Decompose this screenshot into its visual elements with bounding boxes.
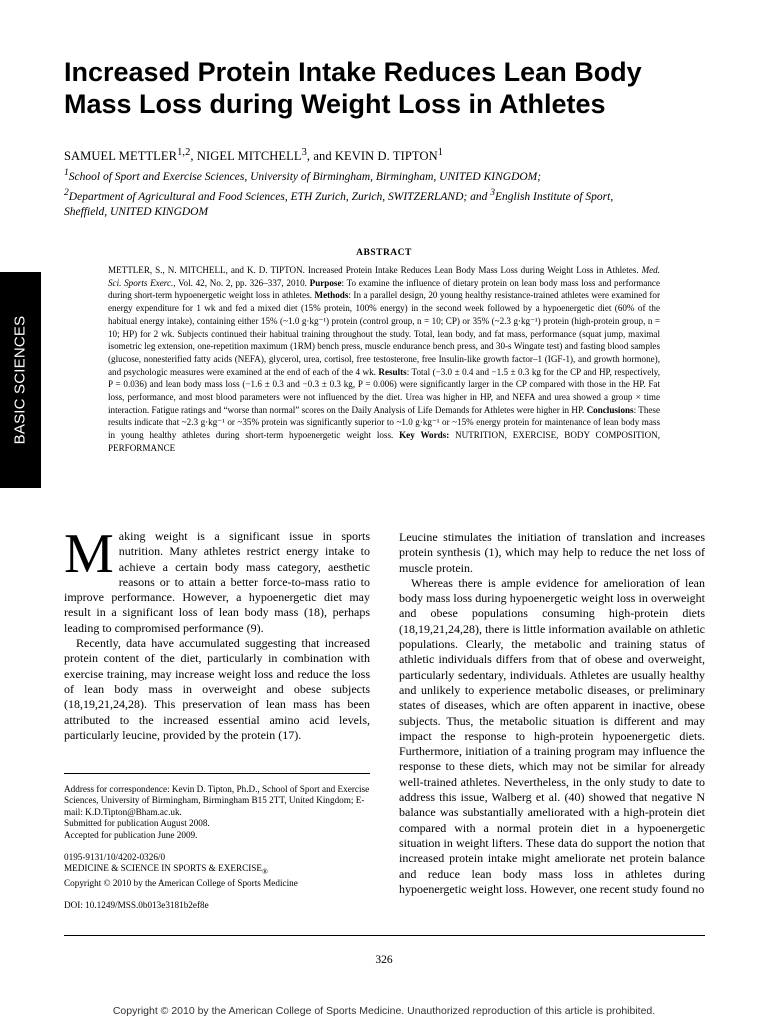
drop-cap: M (64, 523, 114, 585)
author-2: , NIGEL MITCHELL (190, 149, 302, 164)
author-1: SAMUEL METTLER (64, 149, 178, 164)
submitted-date: Submitted for publication August 2008. (64, 818, 210, 829)
author-3: , and KEVIN D. TIPTON (306, 149, 438, 164)
copyright-line: Copyright © 2010 by the American College of Sports Medicine (64, 877, 298, 888)
purpose-label: Purpose (309, 277, 342, 288)
paragraph: Recently, data have accumulated suggesting that increased protein content of the diet, particularly in combination with exercise training, may increase weight loss and reduce the loss of lean body mass in overweight and obese subjects (18,19,21,24,28). This preservation of lean mass has been attributed to the increased essential amino acid levels, particularly leucine, provided by the protein (17). (64, 636, 370, 742)
journal-line: MEDICINE & SCIENCE IN SPORTS & $EXERCISE_®$ (64, 863, 268, 877)
author-3-affil: 1 (437, 147, 444, 158)
section-sidebar (0, 272, 41, 488)
issn: 0195-9131/10/4202-0326/0 (64, 852, 166, 863)
abstract-heading: ABSTRACT (356, 248, 412, 258)
section-label: BASIC SCIENCES (11, 315, 29, 445)
keywords: NUTRITION, EXERCISE, BODY COMPOSITION, PERFORMANCE (108, 430, 660, 453)
affiliation-line-2: $^2$Department of Agricultural and Food Sciences, ETH Zurich, Zurich, SWITZERLAND; and $^3$English Institute of Sport, (64, 186, 614, 203)
accepted-date: Accepted for publication June 2009. (64, 829, 198, 840)
page-number: 326 (375, 954, 393, 966)
article-title (64, 56, 704, 120)
title-line-1: Increased Protein Intake Reduces Lean Body (64, 57, 642, 87)
abstract-body: METTLER, S., N. MITCHELL, and K. D. TIPTON. Increased Protein Intake Reduces Lean Body Mass Loss during Weight Loss in Athletes. Med. Sci. Sports Exerc., Vol. 42, No. 2, pp. 326–337, 2010. Purpose: To examine the influence of dietary protein on lean body mass loss and performance during short-term hypoenergetic weight loss in athletes. Methods: In a parallel design, 20 young healthy resistance-trained athletes were examined for energy expenditure for 1 wk and fed a mixed diet (15% protein, 100% energy) in the second week followed by a hypoenergetic diet (60% of the habitual energy intake), containing either 15% (~1.0 g·kg⁻¹) protein (control group, n = 10; CP) or 35% (~2.3 g·kg⁻¹) protein (high-protein group, n = 10; HP) for 2 wk. Subjects continued their habitual training throughout the study. Total, lean body, and fat mass, performance (squat jump, maximal isometric leg extension, one-repetition maximum (1RM) bench press, muscle endurance bench press, and 30-s Wingate test) and fasting blood samples (glucose, nonesterified fatty acids (NEFA), glycerol, urea, cortisol, free testosterone, free Insulin-like growth factor–1 (IGF-1), and growth hormone), and psychologic measures were examined at the end of each of the 4 wk. Results: Total (−3.0 ± 0.4 and −1.5 ± 0.3 kg for the CP and HP, respectively, P = 0.036) and lean body mass loss (−1.6 ± 0.3 and −0.3 ± 0.3 kg, P = 0.006) were significantly larger in the CP compared with those in the HP. Fat loss, performance, and most blood parameters were not influenced by the diet. Urea was higher in HP, and NEFA and urea showed a group × time interaction. Fatigue ratings and “worse than normal” scores on the Daily Analysis of Life Demands for Athletes were higher in HP. Conclusions: These results indicate that ~2.3 g·kg⁻¹ or ~35% protein was significantly superior to ~1.0 g·kg⁻¹ or ~15% energy protein for maintenance of lean body mass in young healthy athletes during short-term hypoenergetic weight loss. Key Words: NUTRITION, EXERCISE, BODY COMPOSITION, PERFORMANCE (108, 265, 660, 453)
journal-name: Med. Sci. Sports Exerc. (108, 265, 660, 288)
affiliation-line-3: Sheffield, UNITED KINGDOM (64, 205, 209, 218)
author-list (64, 147, 724, 164)
footnote-divider (64, 773, 370, 774)
body-column-right (399, 530, 705, 897)
title-line-2: Mass Loss during Weight Loss in Athletes (64, 89, 606, 119)
author-2-affil: 3 (301, 147, 307, 158)
results-label: Results (378, 366, 407, 377)
doi: DOI: 10.1249/MSS.0b013e3181b2ef8e (64, 900, 209, 911)
conclusions-label: Conclusions (586, 404, 634, 415)
body-column-left (64, 523, 370, 743)
paragraph: Leucine stimulates the initiation of translation and increases protein synthesis (1), which may help to reduce the net loss of muscle protein. (399, 530, 705, 575)
affiliations (64, 165, 724, 220)
footnotes (64, 784, 370, 911)
copyright-notice: Copyright © 2010 by the American College of Sports Medicine. Unauthorized reproduction of this article is prohibited. (112, 1005, 656, 1017)
page-divider (64, 935, 705, 936)
paragraph: Whereas there is ample evidence for amelioration of lean body mass loss during hypoenergetic weight loss in overweight and obese populations consuming high-protein diets (18,19,21,24,28), there is little information available on athletic populations. Clearly, the metabolic and training status of athletic individuals differs from that of obese and overweight, particularly sedentary, individuals. Athletes are usually healthy and unlikely to experience metabolic diseases, or preliminary states of diseases, which are often apparent in inactive, obese subjects. Thus, the metabolic situation is different and may impact the response to high-protein hypoenergetic diets. Furthermore, initiation of a training program may influence the response to these diets, which may not be similar for already well-trained athletes. Nevertheless, in the only study to date to address this issue, Walberg et al. (40) showed that negative N balance was substantially ameliorated with a high-protein diet compared with a normal protein diet in a hypoenergetic situation in weight lifters. These data do support the notion that increased protein intake might ameliorate net protein balance and reduce lean body mass loss in athletes during hypoenergetic weight loss. However, one recent study found no (399, 575, 705, 896)
methods-label: Methods (314, 290, 349, 301)
correspondence-address: Address for correspondence: Kevin D. Tipton, Ph.D., School of Sport and Exercise Sciences, University of Birmingham, Birmingham B15 2TT, United Kingdom; E-mail: K.D.Tipton@Bham.ac.uk. (64, 784, 370, 817)
paragraph: Making weight is a significant issue in sports nutrition. Many athletes restrict energy intake to achieve a certain body mass category, aesthetic reasons or to attain a better force-to-mass ratio to improve performance. However, a hypoenergetic diet may result in a significant loss of lean body mass (18), perhaps leading to compromised performance (9). (64, 523, 370, 635)
affiliation-line-1: $^1$School of Sport and Exercise Sciences, University of Birmingham, Birmingham, UNITED KINGDOM; (64, 167, 542, 183)
author-1-affil: 1,2 (177, 147, 191, 158)
keywords-label: Key Words: (399, 430, 450, 441)
